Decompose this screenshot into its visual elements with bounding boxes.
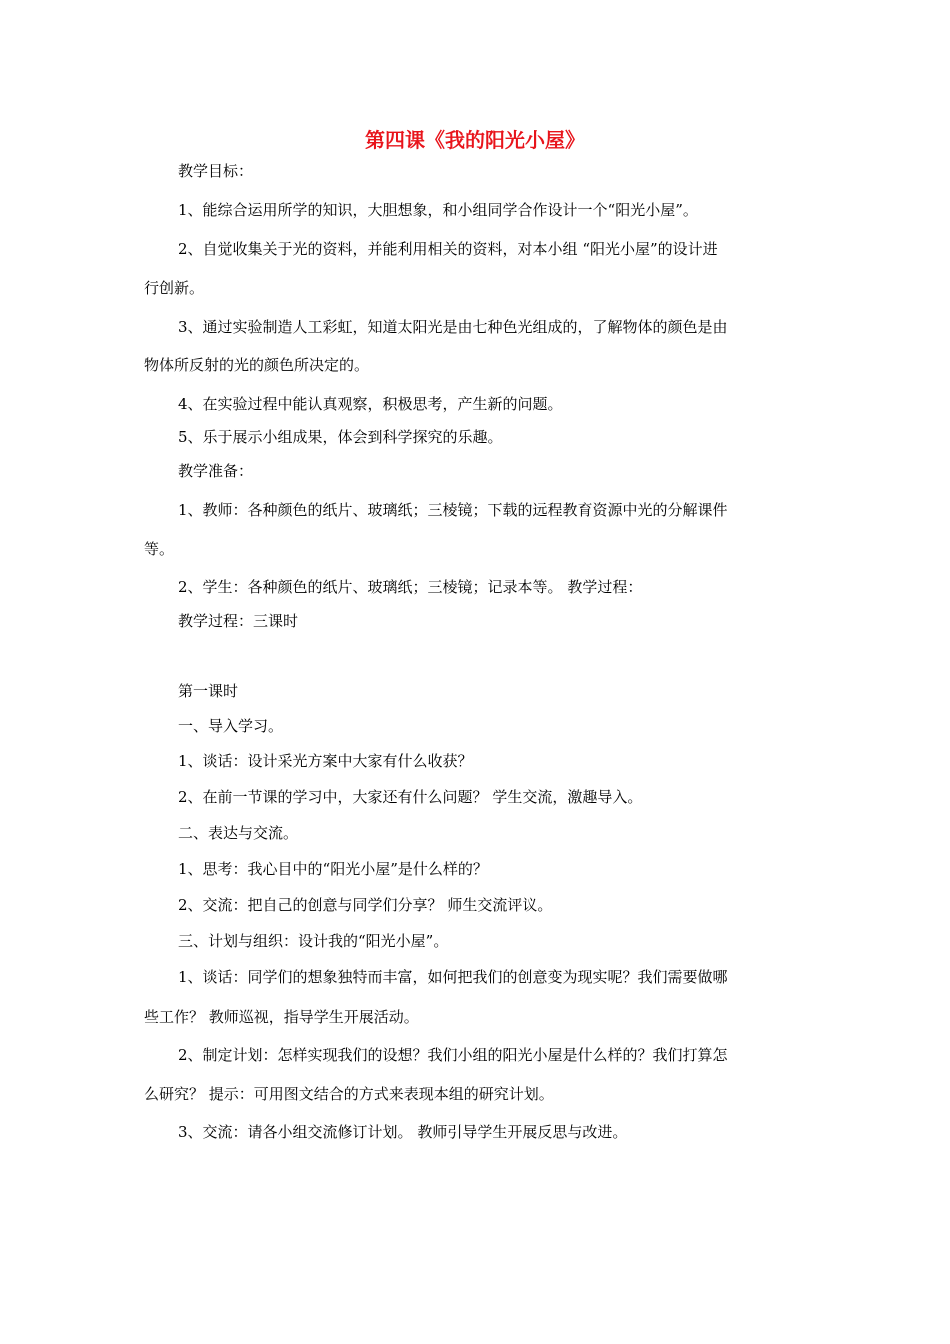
paragraph-line: 一、导入学习。: [178, 717, 284, 735]
paragraph-line: 3、通过实验制造人工彩虹，知道太阳光是由七种色光组成的，了解物体的颜色是由: [178, 318, 728, 336]
paragraph-line: 2、交流：把自己的创意与同学们分享？ 师生交流评议。: [178, 896, 553, 914]
paragraph-line: 等。: [144, 540, 175, 558]
paragraph-line: 2、在前一节课的学习中，大家还有什么问题？ 学生交流，激趣导入。: [178, 788, 643, 806]
paragraph-line: 物体所反射的光的颜色所决定的。: [144, 356, 370, 374]
paragraph-line: 1、谈话：设计采光方案中大家有什么收获？: [178, 752, 473, 770]
paragraph-line: 1、教师：各种颜色的纸片、玻璃纸；三棱镜；下载的远程教育资源中光的分解课件: [178, 501, 728, 519]
paragraph-line: 教学过程：三课时: [178, 612, 299, 630]
paragraph-line: 5、乐于展示小组成果，体会到科学探究的乐趣。: [178, 428, 503, 446]
paragraph-line: 1、能综合运用所学的知识，大胆想象，和小组同学合作设计一个“阳光小屋”。: [178, 201, 698, 219]
paragraph-line: 3、交流：请各小组交流修订计划。 教师引导学生开展反思与改进。: [178, 1123, 628, 1141]
paragraph-line: 么研究？ 提示：可用图文结合的方式来表现本组的研究计划。: [144, 1085, 554, 1103]
paragraph-line: 2、学生：各种颜色的纸片、玻璃纸；三棱镜；记录本等。 教学过程：: [178, 578, 643, 596]
paragraph-line: 三、计划与组织：设计我的“阳光小屋”。: [178, 932, 449, 950]
section-heading-objectives: 教学目标：: [178, 162, 254, 180]
paragraph-line: 2、制定计划：怎样实现我们的设想？我们小组的阳光小屋是什么样的？我们打算怎: [178, 1046, 728, 1064]
section-heading-preparation: 教学准备：: [178, 462, 254, 480]
paragraph-line: 二、表达与交流。: [178, 824, 299, 842]
paragraph-line: 1、思考：我心目中的“阳光小屋”是什么样的？: [178, 860, 488, 878]
paragraph-line: 些工作？ 教师巡视，指导学生开展活动。: [144, 1008, 419, 1026]
paragraph-line: 1、谈话：同学们的想象独特而丰富，如何把我们的创意变为现实呢？我们需要做哪: [178, 968, 728, 986]
paragraph-line: 行创新。: [144, 279, 205, 297]
paragraph-line: 2、自觉收集关于光的资料，并能利用相关的资料，对本小组 “阳光小屋”的设计进: [178, 240, 718, 258]
document-title: 第四课《我的阳光小屋》: [365, 128, 585, 152]
paragraph-line: 4、在实验过程中能认真观察，积极思考，产生新的问题。: [178, 395, 563, 413]
section-heading-first-lesson: 第一课时: [178, 682, 239, 700]
